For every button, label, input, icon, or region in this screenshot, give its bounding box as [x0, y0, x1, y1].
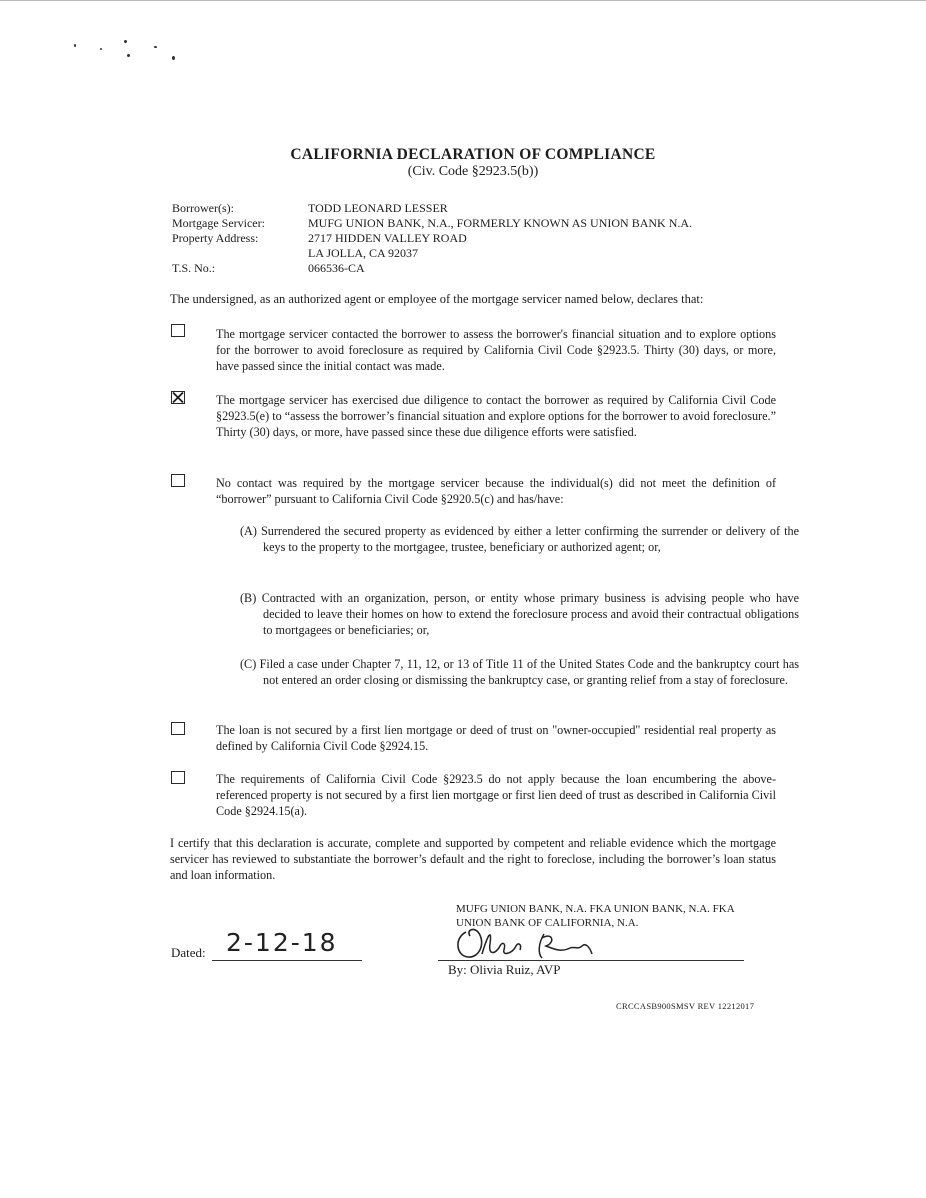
signature-underline: [438, 960, 744, 961]
property-address-line1: 2717 HIDDEN VALLEY ROAD: [308, 231, 467, 245]
option-5-checkbox[interactable]: [171, 771, 185, 784]
option-3-text: No contact was required by the mortgage servicer because the individual(s) did not meet the definition of “borrower” pursuant to California Civil Code §2920.5(c) and has/have:: [216, 476, 776, 506]
property-address-label: Property Address:: [172, 231, 259, 245]
property-address-line2: LA JOLLA, CA 92037: [308, 246, 419, 260]
document-subtitle: (Civ. Code §2923.5(b)): [407, 164, 539, 179]
sub-option-c-text: (C) Filed a case under Chapter 7, 11, 12, or 13 of Title 11 of the United States Code and the bankruptcy court has not entered an order closing or dismissing the bankruptcy case, or granting relief from a stay of foreclosure.: [240, 657, 799, 687]
option-5-text: The requirements of California Civil Code §2923.5 do not apply because the loan encumbering the above-referenced property is not secured by a first lien mortgage or first lien deed of trust as described in California Civil Code §2924.15(a).: [216, 772, 776, 818]
signer-name: By: Olivia Ruiz, AVP: [448, 962, 561, 977]
option-4-checkbox[interactable]: [171, 722, 185, 735]
scan-top-edge: [0, 0, 926, 1]
scan-specks: [74, 38, 184, 68]
signing-bank-line-2: UNION BANK OF CALIFORNIA, N.A.: [456, 917, 639, 929]
dated-handwritten-value: 2-12-18: [226, 928, 338, 957]
option-3-checkbox[interactable]: [171, 474, 185, 487]
dated-label: Dated:: [171, 945, 206, 960]
option-2-checkbox[interactable]: [171, 391, 185, 404]
servicer-value: MUFG UNION BANK, N.A., FORMERLY KNOWN AS UNION BANK N.A.: [308, 216, 693, 230]
document-title: CALIFORNIA DECLARATION OF COMPLIANCE: [290, 146, 656, 163]
form-identifier: CRCCASB900SMSV REV 12212017: [616, 1001, 755, 1011]
option-1-checkbox[interactable]: [171, 324, 185, 337]
sub-option-b-text: (B) Contracted with an organization, person, or entity whose primary business is advising people who have decided to leave their homes on how to extend the foreclosure process and avoid their contractual obligations to mortgagees or beneficiaries; or,: [240, 591, 799, 637]
sub-option-a-text: (A) Surrendered the secured property as evidenced by either a letter confirming the surrender or delivery of the keys to the property to the mortgagee, trustee, beneficiary or authorized agent; or,: [240, 524, 799, 554]
intro-statement: The undersigned, as an authorized agent or employee of the mortgage servicer named below, declares that:: [170, 292, 704, 306]
borrower-value: TODD LEONARD LESSER: [308, 201, 448, 215]
certification-statement: I certify that this declaration is accurate, complete and supported by competent and reliable evidence which the mortgage servicer has reviewed to substantiate the borrower’s default and the right to foreclose, including the borrower’s loan status and loan information.: [170, 836, 776, 882]
ts-number-label: T.S. No.:: [172, 261, 216, 275]
dated-underline: [212, 960, 362, 961]
signing-bank-line-1: MUFG UNION BANK, N.A. FKA UNION BANK, N.A. FKA: [456, 903, 735, 915]
checkmark-x-icon: [171, 391, 185, 404]
ts-number-value: 066536-CA: [308, 261, 365, 275]
option-4-text: The loan is not secured by a first lien mortgage or deed of trust on "owner-occupied" residential real property as defined by California Civil Code §2924.15.: [216, 723, 776, 753]
option-1-text: The mortgage servicer contacted the borrower to assess the borrower's financial situation and to explore options for the borrower to avoid foreclosure as required by California Civil Code §2923.5. Thirty (30) days, or more, have passed since the initial contact was made.: [216, 327, 776, 373]
borrower-label: Borrower(s):: [172, 201, 234, 215]
option-2-text: The mortgage servicer has exercised due diligence to contact the borrower as required by California Civil Code §2923.5(e) to “assess the borrower’s financial situation and explore options for the borrower to avoid foreclosure.” Thirty (30) days, or more, have passed since these due diligence efforts were satisfied.: [216, 393, 776, 439]
servicer-label: Mortgage Servicer:: [172, 216, 265, 230]
handwritten-signature: [452, 924, 602, 964]
